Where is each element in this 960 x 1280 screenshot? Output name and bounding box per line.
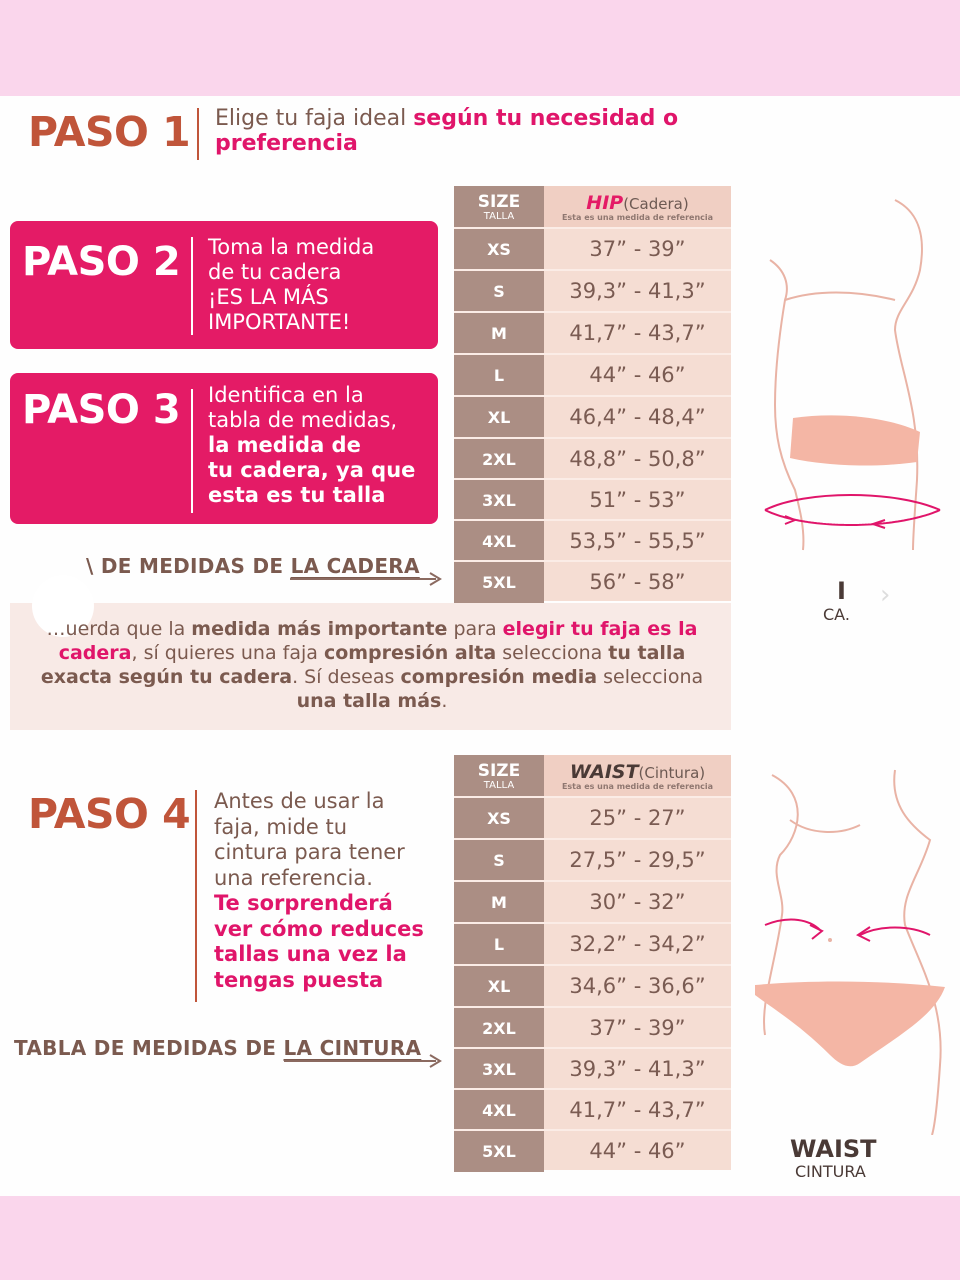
table-row (454, 1129, 731, 1172)
value-cell: 25” - 27” (589, 806, 686, 830)
table-row (454, 838, 731, 881)
value-cell: 39,3” - 41,3” (569, 1057, 706, 1081)
paso4-divider (195, 790, 197, 1002)
hip-table-size-header (454, 186, 544, 227)
table-row (454, 1006, 731, 1049)
paso3-line-4: tu cadera, ya que (208, 458, 416, 482)
paso3-line-5: esta es tu talla (208, 483, 386, 507)
hip-table (454, 186, 731, 601)
paso3-title: PASO 3 (22, 387, 181, 433)
hip-figure-icon (745, 190, 960, 560)
paso3-divider (191, 389, 193, 513)
waist-label-underlined: LA CINTURA (283, 1036, 422, 1060)
paso2-box (10, 221, 438, 349)
value-cell: 53,5” - 55,5” (569, 529, 706, 553)
hip-header-sub: Esta es una medida de referencia (561, 213, 714, 222)
hip-header-bold: HIP (586, 192, 624, 214)
hip-size-header-sub: TALLA (483, 211, 515, 222)
hip-figure-label: I (837, 577, 846, 605)
paso4-line-1: Antes de usar la (214, 789, 385, 813)
paso3-box (10, 373, 438, 524)
table-row (454, 437, 731, 480)
paso1-text-plain: Elige tu faja ideal (215, 106, 414, 131)
table-row (454, 478, 731, 521)
chevron-right-icon[interactable]: › (880, 580, 891, 610)
size-cell: XS (454, 798, 544, 839)
table-row (454, 796, 731, 839)
value-cell: 41,7” - 43,7” (569, 1098, 706, 1122)
paso1-text (215, 106, 715, 156)
size-cell: 2XL (454, 439, 544, 480)
size-cell: 5XL (454, 1131, 544, 1172)
note-text: …uerda que la medida más importante para elegir tu faja es la cadera, sí quieres una faja compresión alta selecciona tu talla exacta según tu cadera. Sí deseas compresión media selecciona una talla más. (40, 618, 704, 712)
table-row (454, 269, 731, 312)
paso4-highlight-2: ver cómo reduces (214, 916, 424, 941)
table-row (454, 227, 731, 270)
paso1-text-highlight: según tu necesidad o preferencia (215, 106, 679, 156)
hip-label-prefix: \ DE MEDIDAS DE (86, 554, 291, 578)
waist-label-prefix: TABLA DE MEDIDAS DE (14, 1036, 284, 1060)
value-cell: 46,4” - 48,4” (569, 405, 706, 429)
value-cell: 44” - 46” (589, 363, 686, 387)
paso2-line-1: Toma la medida (208, 235, 375, 259)
paso4-highlight-4: tengas puesta (214, 967, 384, 992)
hip-header-rest: (Cadera) (623, 195, 689, 213)
bottom-band (0, 1196, 960, 1280)
table-row (454, 395, 731, 438)
paso4-highlight-3: tallas una vez la (214, 942, 407, 966)
size-cell: XS (454, 229, 544, 270)
paso1-title: PASO 1 (28, 108, 191, 156)
arrow-right-icon (428, 1053, 444, 1069)
waist-size-header-sub: TALLA (483, 780, 515, 791)
waist-table-meas-header (544, 755, 731, 796)
waist-header-rest: (Cintura) (638, 764, 706, 782)
waist-label-arrow (284, 1060, 436, 1062)
paso2-line-3: ¡ES LA MÁS (208, 285, 329, 309)
hip-figure-sublabel: CA. (823, 605, 850, 624)
size-cell: 2XL (454, 1008, 544, 1049)
value-cell: 32,2” - 34,2” (569, 932, 706, 956)
value-cell: 34,6” - 36,6” (569, 974, 706, 998)
size-cell: 4XL (454, 1090, 544, 1131)
paso2-title: PASO 2 (22, 239, 181, 285)
paso2-text (208, 235, 374, 335)
size-cell: 5XL (454, 562, 544, 603)
paso4-line-3: cintura para tener (214, 840, 405, 864)
waist-size-header-label: SIZE (477, 761, 521, 781)
size-cell: 4XL (454, 521, 544, 562)
value-cell: 44” - 46” (589, 1139, 686, 1163)
size-cell: L (454, 924, 544, 965)
paso1-divider (197, 108, 199, 160)
table-row (454, 353, 731, 396)
hip-size-header-label: SIZE (477, 192, 521, 212)
value-cell: 51” - 53” (589, 488, 686, 512)
value-cell: 27,5” - 29,5” (569, 848, 706, 872)
paso4-text (214, 789, 444, 993)
value-cell: 30” - 32” (589, 890, 686, 914)
paso4-title: PASO 4 (28, 790, 191, 838)
size-cell: XL (454, 397, 544, 438)
size-cell: M (454, 313, 544, 354)
paso3-text (208, 383, 415, 508)
size-cell: S (454, 840, 544, 881)
table-row (454, 880, 731, 923)
waist-header-sub: Esta es una medida de referencia (561, 782, 714, 791)
value-cell: 39,3” - 41,3” (569, 279, 706, 303)
hip-table-meas-header (544, 186, 731, 227)
paso3-line-2: tabla de medidas, (208, 408, 398, 432)
waist-table (454, 755, 731, 1170)
value-cell: 48,8” - 50,8” (569, 447, 706, 471)
paso4-line-4: una referencia. (214, 865, 373, 890)
table-row (454, 311, 731, 354)
waist-figure-icon (750, 765, 960, 1135)
value-cell: 37” - 39” (589, 237, 686, 261)
waist-table-size-header (454, 755, 544, 796)
waist-figure-sublabel: CINTURA (795, 1162, 866, 1181)
size-cell: M (454, 882, 544, 923)
waist-header-bold: WAIST (569, 761, 639, 783)
table-row (454, 519, 731, 562)
waist-table-label (14, 1036, 421, 1060)
paso3-line-1: Identifica en la (208, 383, 364, 407)
table-row (454, 1088, 731, 1131)
size-cell: S (454, 271, 544, 312)
hip-label-arrow (290, 578, 436, 580)
paso4-highlight-1: Te sorprenderá (214, 891, 393, 915)
size-cell: L (454, 355, 544, 396)
hip-label-underlined: LA CADERA (290, 554, 420, 578)
value-cell: 56” - 58” (589, 570, 686, 594)
paso2-line-2: de tu cadera (208, 260, 342, 284)
value-cell: 37” - 39” (589, 1016, 686, 1040)
hip-table-label (86, 554, 420, 578)
table-row (454, 964, 731, 1007)
table-row (454, 560, 731, 603)
size-cell: 3XL (454, 480, 544, 521)
value-cell: 41,7” - 43,7” (569, 321, 706, 345)
waist-figure-label: WAIST (790, 1135, 877, 1163)
paso2-line-4: IMPORTANTE! (208, 310, 351, 334)
paso4-line-2: faja, mide tu (214, 814, 348, 839)
paso3-line-3: la medida de (208, 433, 361, 457)
size-cell: XL (454, 966, 544, 1007)
table-row (454, 922, 731, 965)
arrow-right-icon (428, 571, 444, 587)
paso2-divider (191, 237, 193, 335)
size-cell: 3XL (454, 1049, 544, 1090)
table-row (454, 1047, 731, 1090)
